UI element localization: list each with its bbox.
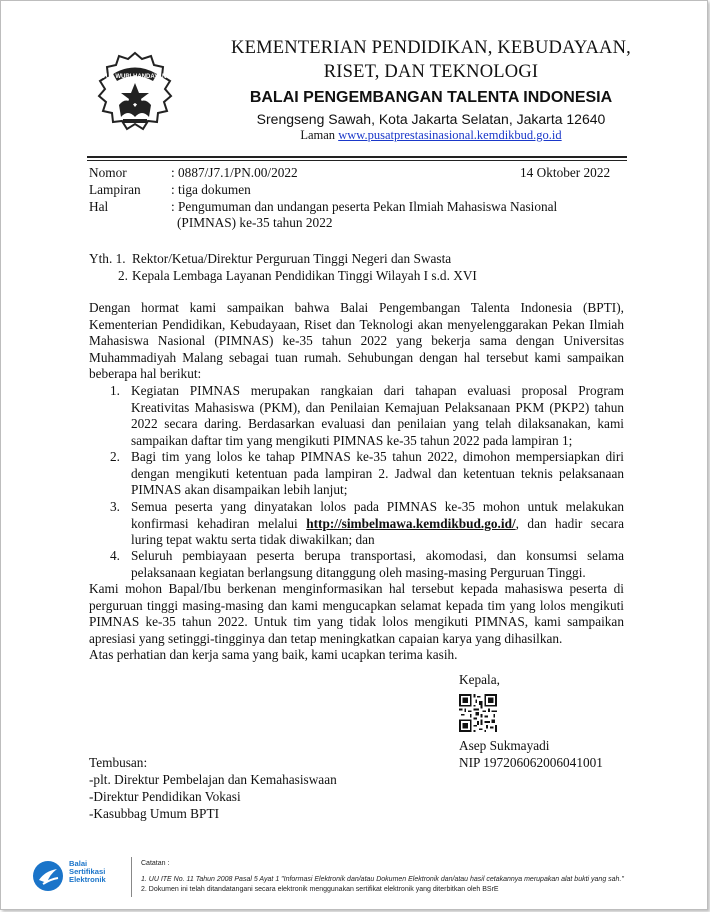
item-line: 2022 secara daring. Berdasarkan evaluasi dan penilaian yang telah dilaksanakan, kami bbox=[131, 416, 624, 431]
bse-logo-icon bbox=[31, 859, 65, 893]
item-line: Seluruh pembiayaan peserta berupa transportasi, akomodasi, dan konsumsi selama bbox=[131, 548, 624, 563]
item-number: 3. bbox=[110, 499, 120, 514]
intro-paragraph bbox=[89, 300, 624, 383]
nomor-label: Nomor bbox=[89, 165, 127, 180]
lampiran-label: Lampiran bbox=[89, 182, 141, 197]
footer-note-2: 2. Dokumen ini telah ditandatangani secara elektronik menggunakan sertifikat elektronik yang diterbitkan oleh BSrE bbox=[141, 886, 499, 893]
item-line: Bagi tim yang lolos ke tahap PIMNAS ke-35 tahun 2022, dimohon mempersiapkan diri bbox=[131, 449, 624, 464]
item-line: Kegiatan PIMNAS merupakan rangkaian dari tahapan evaluasi proposal Program bbox=[131, 383, 624, 398]
hal-value-line2: (PIMNAS) ke-35 tahun 2022 bbox=[177, 215, 333, 230]
closing-line: apresiasi yang setinggi-tingginya dan tetap meningkatkan capaian karya yang dihasilkan. bbox=[89, 630, 563, 646]
svg-text:TUT WURI HANDAYANI: TUT WURI HANDAYANI bbox=[102, 74, 168, 80]
tembusan-item: -Kasubbag Umum BPTI bbox=[89, 806, 220, 821]
item-line: luring tepat waktu serta tidak diwakilkan; dan bbox=[131, 532, 375, 547]
closing-line: Kami mohon Bapal/Ibu berkenan menginformasikan hal tersebut kepada mahasiswa peserta di bbox=[89, 581, 624, 596]
item-line: Semua peserta yang dinyatakan lolos pada PIMNAS ke-35 mohon untuk melakukan bbox=[131, 499, 624, 514]
list-item bbox=[131, 499, 624, 549]
catatan-label: Catatan : bbox=[141, 860, 170, 867]
intro-line: Kementerian Pendidikan, Kebudayaan, Riset dan Teknologi akan menyelenggarakan Pekan Ilmiah bbox=[89, 316, 624, 332]
lampiran-value: : tiga dokumen bbox=[171, 182, 251, 197]
agency-address: Srengseng Sawah, Kota Jakarta Selatan, Jakarta 12640 bbox=[256, 111, 606, 127]
header-rule-thick bbox=[87, 156, 627, 158]
footer-divider bbox=[131, 857, 132, 897]
closing-line: perguruan tinggi masing-masing dan kami mengucapkan selamat kepada tim yang lolos mengikuti bbox=[89, 597, 624, 613]
website-label: Laman bbox=[300, 128, 336, 142]
nomor-value: : 0887/J7.1/PN.00/2022 bbox=[171, 165, 298, 180]
list-item bbox=[131, 383, 624, 449]
hal-label: Hal bbox=[89, 199, 109, 214]
header-rule-thin bbox=[87, 160, 627, 161]
bse-name-line: Elektronik bbox=[69, 875, 106, 885]
item-line bbox=[131, 516, 624, 533]
tembusan-label: Tembusan: bbox=[89, 755, 148, 770]
list-item bbox=[131, 449, 624, 499]
intro-line: beberapa hal berikut: bbox=[89, 366, 202, 381]
recipient-2: Kepala Lembaga Layanan Pendidikan Tinggi Wilayah I s.d. XVI bbox=[132, 268, 477, 283]
closing-paragraph bbox=[89, 581, 624, 664]
intro-line: Dengan hormat kami sampaikan bahwa Balai Pengembangan Talenta Indonesia (BPTI), bbox=[89, 300, 624, 315]
item-text: , dan hadir secara bbox=[515, 515, 624, 531]
tembusan-item: -Direktur Pendidikan Vokasi bbox=[89, 789, 241, 804]
list-item bbox=[131, 548, 624, 581]
item-number: 2. bbox=[110, 449, 120, 464]
signatory-name: Asep Sukmayadi bbox=[459, 738, 550, 753]
recipient-1: Rektor/Ketua/Direktur Perguruan Tinggi Negeri dan Swasta bbox=[132, 251, 452, 266]
footer-note-1: 1. UU ITE No. 11 Tahun 2008 Pasal 5 Ayat 1 "Informasi Elektronik dan/atau Dokumen Elektronik dan/atau hasil cetakannya merupakan alat bukti yang sah." bbox=[141, 876, 624, 883]
intro-line: Mahasiswa Nasional (PIMNAS) ke-35 tahun 2022 yang bekerja sama dengan Universitas bbox=[89, 333, 624, 348]
signatory-nip: NIP 197206062006041001 bbox=[459, 755, 603, 770]
website-link[interactable]: www.pusatprestasinasional.kemdikbud.go.id bbox=[338, 128, 562, 142]
simbelmawa-link[interactable]: http://simbelmawa.kemdikbud.go.id/ bbox=[306, 515, 516, 531]
item-line: Kreativitas Mahasiswa (PKM), dan Penilaian Kemajuan Pelaksanaan PKM (PKP2) tahun bbox=[131, 399, 624, 415]
ministry-name-line1: KEMENTERIAN PENDIDIKAN, KEBUDAYAAN, bbox=[231, 38, 631, 58]
thanks-line: Atas perhatian dan kerja sama yang baik, kami ucapkan terima kasih. bbox=[89, 647, 458, 662]
qr-code-icon bbox=[459, 694, 497, 732]
intro-line: Muhammadiyah Malang sebagai tuan rumah. Sehubungan dengan hal tersebut kami sampaikan bbox=[89, 349, 624, 365]
bse-name bbox=[69, 860, 106, 885]
item-text: konfirmasi kehadiran melalui bbox=[131, 515, 307, 531]
item-line: sampaikan daftar tim yang mengikuti PIMNAS ke-35 tahun 2022 pada lampiran 1; bbox=[131, 432, 573, 448]
item-line: pelaksanaan kegiatan berlangsung ditanggung oleh masing-masing Perguruan Tinggi. bbox=[131, 564, 586, 580]
item-line: PIMNAS akan disampaikan lebih lanjut; bbox=[131, 482, 348, 497]
item-number: 1. bbox=[110, 383, 120, 398]
letter-date: 14 Oktober 2022 bbox=[520, 165, 611, 180]
item-number: 4. bbox=[110, 548, 120, 563]
hal-value-line1: : Pengumuman dan undangan peserta Pekan Ilmiah Mahasiswa Nasional bbox=[171, 199, 558, 214]
recipient-2-number: 2. bbox=[118, 268, 128, 283]
item-line: dengan mengikuti ketentuan pada lampiran 2. Jadwal dan ketentuan teknis pelaksanaan bbox=[131, 465, 624, 481]
agency-name: BALAI PENGEMBANGAN TALENTA INDONESIA bbox=[249, 89, 613, 106]
ministry-name-line2: RISET, DAN TEKNOLOGI bbox=[323, 62, 539, 82]
recipient-prefix: Yth. 1. bbox=[89, 251, 126, 266]
tembusan-item: -plt. Direktur Pembelajan dan Kemahasiswaan bbox=[89, 772, 337, 787]
website-line bbox=[161, 128, 701, 143]
closing-line: PIMNAS ke-35 tahun 2022. Untuk tim yang tidak lolos mengikuti PIMNAS, kami sampaikan bbox=[89, 614, 624, 629]
signatory-title: Kepala, bbox=[459, 672, 500, 687]
bse-name-line: Balai bbox=[69, 859, 88, 868]
bse-name-line: Sertifikasi bbox=[69, 867, 106, 877]
